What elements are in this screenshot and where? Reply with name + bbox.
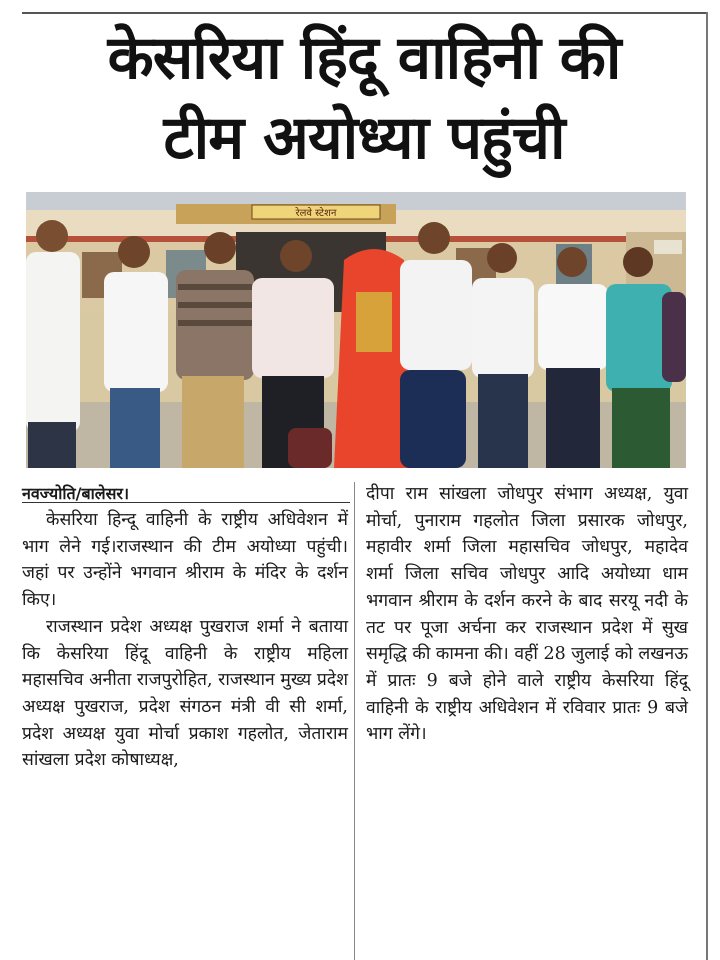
headline-line-1: केसरिया हिंदू वाहिनी की [107,23,621,93]
station-sign-text: रेलवे स्टेशन [295,208,337,219]
headline-line-2: टीम अयोध्या पहुंची [163,103,565,173]
dateline: नवज्योति/बालेसर। [22,484,130,503]
right-column-rule [706,12,708,960]
headline [22,18,706,178]
paragraph-1: केसरिया हिन्दू वाहिनी के राष्ट्रीय अधिवेशन में भाग लेने गई।राजस्थान की टीम अयोध्या पहुंची। जहां पर उन्होंने भगवान श्रीराम के मंदिर के दर्शन किए। [22,510,348,611]
group-photo-icon [26,192,686,468]
article-column-right [366,481,688,748]
column-divider [354,482,355,960]
article-column-left [22,481,348,774]
news-photo [26,192,686,468]
top-rule [22,12,708,14]
paragraph-2: राजस्थान प्रदेश अध्यक्ष पुखराज शर्मा ने बताया कि केसरिया हिंदू वाहिनी के राष्ट्रीय महिला महासचिव अनीता राजपुरोहित, राजस्थान मुख्य प्रदेश अध्यक्ष पुखराज, प्रदेश संगठन मंत्री वी सी शर्मा, प्रदेश अध्यक्ष युवा मोर्चा प्रकाश गहलोत, जेताराम सांखला प्रदेश कोषाध्यक्ष, [22,616,348,771]
paragraph-3: दीपा राम सांखला जोधपुर संभाग अध्यक्ष, युवा मोर्चा, पुनाराम गहलोत जिला प्रसारक जोधपुर, महावीर शर्मा जिला महासचिव जोधपुर, महादेव शर्मा जिला सचिव जोधपुर आदि अयोध्या धाम भगवान श्रीराम के दर्शन करने के बाद सरयू नदी के तट पर पूजा अर्चना कर राजस्थान प्रदेश में सुख समृद्धि की कामना की। वहीं 28 जुलाई को लखनऊ में प्रातः 9 बजे होने वाले राष्ट्रीय केसरिया हिंदू वाहिनी के राष्ट्रीय अधिवेशन में रविवार प्रातः 9 बजे भाग लेंगे। [366,484,688,745]
